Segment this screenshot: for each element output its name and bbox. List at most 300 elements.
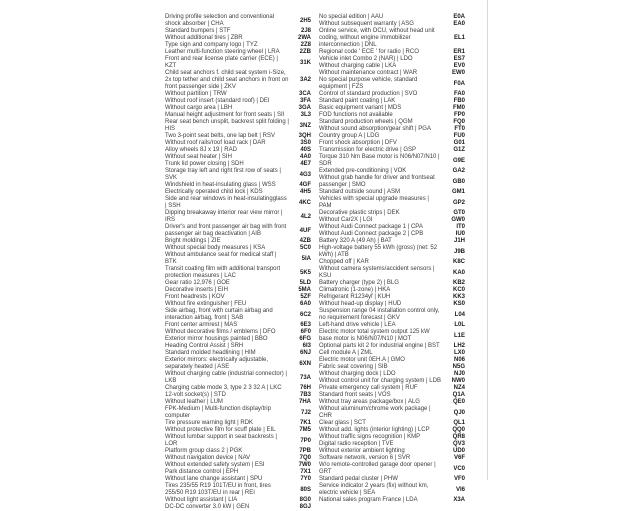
option-pr-code: ER1	[453, 49, 465, 55]
option-pr-code: ES7	[453, 56, 465, 62]
option-row	[319, 301, 465, 308]
option-row	[165, 476, 311, 483]
option-pr-code: FT0	[454, 126, 465, 132]
option-row	[319, 476, 465, 483]
option-row	[165, 280, 311, 287]
option-row	[165, 266, 311, 280]
option-description: Climatronic (1-zone) | HKA	[319, 287, 391, 293]
option-pr-code: 4KC	[298, 199, 311, 206]
option-row	[319, 238, 465, 245]
option-description: Charging cable mode 3, type 2 3 32 A | LKC	[165, 385, 282, 391]
option-row	[165, 385, 311, 392]
option-row	[319, 105, 465, 112]
option-description: Without camera systems/accident sensors | KSU	[319, 266, 435, 279]
option-row	[319, 21, 465, 28]
option-description: Without lumbar support in seat backrests | LOR	[165, 434, 277, 447]
option-pr-code: 40S	[300, 147, 311, 153]
option-row	[319, 217, 465, 224]
option-row	[165, 497, 311, 504]
option-description: FOD functions not available	[319, 112, 393, 118]
option-description: Battery charger (type 2) | BLG	[319, 280, 399, 286]
option-row	[319, 63, 465, 70]
option-description: Standard paint coating | LAK	[319, 98, 396, 104]
option-description: 12-volt socket(s) | STD	[165, 392, 226, 398]
option-description: Trunk lid power closing | SDH	[165, 161, 244, 167]
option-pr-code: EW0	[451, 70, 465, 76]
option-pr-code: 76H	[299, 385, 311, 391]
option-pr-code: GW0	[451, 217, 465, 223]
option-row	[165, 343, 311, 350]
option-description: Software network, version 6 | SVR	[319, 455, 411, 461]
option-pr-code: 6F0	[300, 329, 311, 335]
option-row	[319, 399, 465, 406]
option-description: Standard production wheels | QGM	[319, 119, 413, 125]
option-description: National sales program France | LDA	[319, 497, 418, 503]
option-description: Service indicator 2 years (fix) without km, electric vehicle | SEA	[319, 483, 429, 496]
option-description: W/o remote-controlled garage door opener | GRT	[319, 462, 436, 475]
option-description: Without lane change assistant | SPU	[165, 476, 263, 482]
option-pr-code: 3L3	[300, 112, 311, 118]
option-pr-code: 4A0	[299, 154, 311, 160]
option-row	[319, 427, 465, 434]
option-description: Chopped off | KAR	[319, 259, 369, 265]
option-description: Without exterior ambient lighting	[319, 448, 405, 454]
option-description: Without Car2X | LGI	[319, 217, 373, 223]
option-description: Leather multi-function steering wheel | LRA	[165, 49, 280, 55]
option-row	[319, 371, 465, 378]
option-description: Without control unit for charging system | LDB	[319, 378, 441, 384]
option-row	[319, 119, 465, 126]
option-description: Exterior mirrors: electrically adjustable, separately heated | ASE	[165, 357, 269, 370]
option-row	[165, 252, 311, 266]
option-pr-code: QJ0	[453, 409, 465, 416]
option-row	[319, 434, 465, 441]
option-row	[165, 294, 311, 301]
option-pr-code: 3FA	[299, 98, 311, 104]
option-row	[319, 224, 465, 231]
option-pr-code: 8GJ	[299, 504, 311, 510]
option-row	[165, 357, 311, 371]
option-pr-code: 31K	[299, 59, 311, 66]
option-pr-code: J1H	[453, 238, 465, 244]
option-row	[165, 399, 311, 406]
option-row	[165, 196, 311, 210]
option-row	[165, 350, 311, 357]
option-pr-code: IU0	[455, 231, 465, 237]
option-row	[165, 112, 311, 119]
option-row	[319, 343, 465, 350]
column-divider-line	[487, 0, 488, 480]
option-pr-code: Q1A	[452, 392, 465, 398]
option-description: Without fire extinguisher | FEU	[165, 301, 247, 307]
option-description: Fabric seat covering | SIB	[319, 364, 388, 370]
option-pr-code: KK3	[452, 294, 465, 300]
option-pr-code: 5IA	[301, 255, 311, 262]
option-description: Vehicles with special upgrade measures | PAM	[319, 196, 429, 209]
option-pr-code: GB0	[452, 178, 465, 185]
option-pr-code: 7K1	[299, 420, 311, 426]
option-description: Without decorative films / emblems | DFO	[165, 329, 276, 335]
option-description: Exterior mirror housings painted | BBO	[165, 336, 268, 342]
option-pr-code: 4L2	[300, 213, 311, 220]
option-pr-code: FA0	[453, 91, 465, 97]
option-row	[319, 294, 465, 301]
option-description: Without light assistant | LIA	[165, 497, 238, 503]
option-row	[165, 140, 311, 147]
option-description: Dipping breakaway interior rear view mirror | IRS	[165, 210, 283, 223]
option-description: Electric motor unit 0EH.A | GMO	[319, 357, 405, 363]
option-row	[319, 196, 465, 210]
option-row	[165, 42, 311, 49]
option-row	[319, 392, 465, 399]
option-row	[165, 287, 311, 294]
option-pr-code: VF0	[453, 476, 465, 482]
option-description: Cell module A | ZML	[319, 350, 373, 356]
option-row	[319, 308, 465, 322]
option-description: Without roof rails/roof load rack | DAR	[165, 140, 266, 146]
option-pr-code: G9E	[452, 157, 465, 164]
option-description: Battery 320 A (49 Ah) | BAT	[319, 238, 392, 244]
option-pr-code: 2WA	[297, 35, 311, 41]
option-pr-code: 3GA	[298, 105, 311, 111]
option-pr-code: 5LD	[299, 280, 311, 286]
option-description: Without roof insert (standard roof) | DEI	[165, 98, 270, 104]
option-row	[319, 483, 465, 497]
option-row	[165, 161, 311, 168]
options-column-left	[165, 14, 311, 511]
option-description: Child seat anchors f. child seat system i-Size, 2x top tether and child seat anchors in front on front passenger side | ZKV	[165, 70, 289, 90]
option-pr-code: 3QH	[298, 133, 311, 139]
option-description: Without charging dock | LDO	[319, 371, 396, 377]
option-pr-code: K8C	[452, 259, 465, 265]
option-description: Without ambulance seat for medical staff | BTK	[165, 252, 277, 265]
option-pr-code: 5K5	[299, 269, 311, 276]
option-row	[165, 147, 311, 154]
option-pr-code: EA0	[453, 21, 465, 27]
option-description: Standard molded headlining | HIM	[165, 350, 256, 356]
option-description: Suspension range 04 installation control only, no requirement forecast | GKV	[319, 308, 440, 321]
option-description: Digital radio reception | TVE	[319, 441, 394, 447]
option-pr-code: FP0	[453, 112, 465, 118]
option-description: Rear seat bench unsplit, backrest split folding | HIS	[165, 119, 289, 132]
option-pr-code: L0L	[454, 322, 465, 328]
option-pr-code: NZ4	[453, 385, 465, 391]
option-description: Without grab handle for driver and frontseat passenger | SMO	[319, 175, 435, 188]
option-row	[319, 378, 465, 385]
option-row	[319, 154, 465, 168]
option-pr-code: NW0	[451, 378, 465, 384]
option-pr-code: V6F	[453, 455, 465, 461]
option-description: Without charging cable | LKA	[319, 63, 397, 69]
option-row	[319, 210, 465, 217]
option-pr-code: VC0	[453, 465, 465, 472]
option-description: Without maintenance contract | WAR	[319, 70, 418, 76]
option-description: Two 3-point seat belts, one lap belt | RSV	[165, 133, 275, 139]
option-description: Alloy wheels 8J x 19 | RAD	[165, 147, 237, 153]
option-row	[165, 448, 311, 455]
option-description: Without Audi Connect package 1 | CPA	[319, 224, 423, 230]
option-pr-code: EL1	[453, 35, 465, 41]
option-pr-code: 3CA	[298, 91, 311, 97]
option-row	[165, 28, 311, 35]
option-pr-code: 5C0	[299, 245, 311, 251]
option-pr-code: 6A0	[299, 301, 311, 307]
option-description: Front headrests | KOV	[165, 294, 225, 300]
option-row	[319, 70, 465, 77]
option-description: Without charging cable (industrial connector) | LKB	[165, 371, 287, 384]
option-row	[319, 49, 465, 56]
option-pr-code: UD0	[452, 448, 465, 454]
option-row	[165, 133, 311, 140]
option-row	[165, 14, 311, 28]
option-row	[319, 266, 465, 280]
option-row	[319, 91, 465, 98]
option-row	[165, 238, 311, 245]
option-description: Online service, with OCU, without head unit coding, without engine immobilizer interconnection | DNL	[319, 28, 435, 48]
option-description: Regional code ' ECE ' for radio | RCO	[319, 49, 419, 55]
option-description: Country group A | LDG	[319, 133, 380, 139]
option-row	[319, 280, 465, 287]
option-pr-code: 7W0	[298, 462, 311, 468]
option-pr-code: E0A	[453, 14, 465, 20]
option-description: Bright moldings | ZIE	[165, 238, 221, 244]
option-row	[319, 287, 465, 294]
option-pr-code: J9B	[453, 248, 465, 255]
option-row	[165, 420, 311, 427]
option-pr-code: 2ZB	[299, 49, 311, 55]
option-description: Without head-up display | HUD	[319, 301, 402, 307]
option-pr-code: QE0	[452, 399, 465, 405]
option-description: Basic equipment variant | MDS	[319, 105, 402, 111]
option-pr-code: QL1	[453, 420, 465, 426]
option-description: Driving profile selection and conventional shock absorber | CHA	[165, 14, 275, 27]
option-row	[319, 350, 465, 357]
option-description: Heading Control Assist | SRH	[165, 343, 244, 349]
option-description: DC-DC converter 3.0 kW | GEN	[165, 504, 250, 510]
option-row	[319, 98, 465, 105]
option-pr-code: 7Y0	[300, 476, 311, 482]
option-pr-code: G01	[453, 140, 465, 146]
option-pr-code: 6I3	[302, 343, 311, 349]
option-pr-code: 3NZ	[299, 122, 311, 129]
option-pr-code: L04	[454, 311, 465, 318]
option-description: Without add. lights (interior lighting) | LCP	[319, 427, 430, 433]
option-row	[319, 441, 465, 448]
option-row	[319, 497, 465, 504]
option-description: Electric motor total system output 125 kW base motor is N06/N07/N10 | MOT	[319, 329, 430, 342]
option-pr-code: NJ0	[453, 371, 465, 377]
option-row	[319, 126, 465, 133]
option-description: Windshield in heat-insulating glass | WSS	[165, 182, 276, 188]
option-pr-code: 2H5	[299, 17, 311, 24]
option-description: Without leather | LUM	[165, 399, 223, 405]
option-description: Standard front seats | VOS	[319, 392, 391, 398]
option-pr-code: 6C2	[299, 311, 311, 318]
option-pr-code: L1E	[453, 332, 465, 339]
option-row	[165, 336, 311, 343]
option-row	[165, 189, 311, 196]
option-row	[319, 245, 465, 259]
option-description: Without traffic signs recognition | KMP	[319, 434, 421, 440]
option-row	[165, 371, 311, 385]
option-description: Without protective film for scuff plate | EIL	[165, 427, 276, 433]
option-pr-code: 3A2	[299, 77, 311, 83]
option-pr-code: 4H5	[299, 189, 311, 195]
option-pr-code: X3A	[453, 497, 465, 503]
option-row	[319, 28, 465, 49]
option-row	[319, 329, 465, 343]
option-description: Front center armrest | MAS	[165, 322, 238, 328]
option-row	[319, 147, 465, 154]
option-pr-code: 6E3	[300, 322, 311, 328]
option-pr-code: 80S	[300, 486, 311, 493]
option-row	[165, 154, 311, 161]
option-pr-code: 4ZB	[299, 238, 311, 244]
option-pr-code: 7HA	[298, 399, 311, 405]
option-description: FPK-Medium | Multi-function display/trip computer	[165, 406, 271, 419]
option-pr-code: LH2	[453, 343, 465, 349]
option-pr-code: GM1	[451, 189, 465, 195]
option-row	[165, 462, 311, 469]
option-row	[165, 210, 311, 224]
option-description: Front and rear license plate carrier (ECE) | KZT	[165, 56, 278, 69]
option-pr-code: 2Z8	[300, 42, 311, 48]
option-row	[165, 483, 311, 497]
option-row	[165, 301, 311, 308]
option-row	[165, 392, 311, 399]
option-description: Extended pre-conditioning | VOK	[319, 168, 407, 174]
option-description: Tire pressure warning light | RDK	[165, 420, 254, 426]
option-row	[319, 448, 465, 455]
option-description: Side and rear windows in heat-insulatingglass | SSH	[165, 196, 287, 209]
option-pr-code: 4E7	[300, 161, 311, 167]
option-pr-code: LX0	[453, 350, 465, 356]
option-row	[319, 357, 465, 364]
option-pr-code: FB0	[453, 98, 465, 104]
option-description: Tires 235/55 R19 101T/EU in front, tires 255/50 R19 103T/EU in rear | REI	[165, 483, 271, 496]
option-pr-code: 4GF	[299, 182, 311, 188]
option-row	[165, 329, 311, 336]
option-pr-code: VI6	[455, 486, 465, 493]
option-row	[319, 77, 465, 91]
option-pr-code: 5MA	[298, 287, 311, 293]
option-description: Without sound absorption/gear shift | PGA	[319, 126, 431, 132]
option-pr-code: 7P0	[300, 437, 311, 444]
option-pr-code: QR8	[452, 434, 465, 440]
option-description: Manual height adjustment for front seats | SII	[165, 112, 285, 118]
option-row	[319, 322, 465, 329]
option-row	[165, 406, 311, 420]
option-row	[165, 322, 311, 329]
option-pr-code: FQ0	[453, 119, 465, 125]
option-description: Standard outside sound | ASM	[319, 189, 400, 195]
option-description: Control of standard production | SVO	[319, 91, 418, 97]
option-row	[165, 245, 311, 252]
option-description: Type sign and company logo | TYZ	[165, 42, 258, 48]
option-pr-code: 3S0	[300, 140, 311, 146]
option-row	[165, 455, 311, 462]
option-row	[165, 49, 311, 56]
options-column-right	[319, 14, 465, 504]
option-row	[319, 385, 465, 392]
option-row	[319, 406, 465, 420]
option-description: Standard pedal cluster | PHW	[319, 476, 398, 482]
option-row	[165, 427, 311, 434]
option-row	[319, 420, 465, 427]
option-pr-code: G1Z	[453, 147, 465, 153]
option-pr-code: 4G3	[299, 171, 311, 178]
option-description: Without subsequent warranty | ASG	[319, 21, 414, 27]
option-pr-code: QV3	[452, 441, 465, 447]
option-description: Optional parts kit 2 for industrial engine | BST	[319, 343, 440, 349]
option-description: Platform group class 2 | PGK	[165, 448, 243, 454]
option-pr-code: GP2	[452, 199, 465, 206]
option-pr-code: 73A	[299, 374, 311, 381]
option-pr-code: GA2	[452, 168, 465, 174]
option-row	[165, 504, 311, 511]
option-row	[319, 168, 465, 175]
option-row	[165, 168, 311, 182]
option-pr-code: N5G	[452, 364, 465, 370]
option-pr-code: 7PB	[299, 448, 311, 454]
option-pr-code: 4UF	[299, 227, 311, 234]
option-pr-code: 7X1	[300, 469, 311, 475]
option-pr-code: 7M5	[299, 427, 311, 433]
option-pr-code: IT0	[456, 224, 465, 230]
option-row	[165, 224, 311, 238]
option-row	[319, 259, 465, 266]
option-pr-code: KA0	[452, 269, 465, 276]
option-row	[165, 434, 311, 448]
option-pr-code: 8G0	[299, 497, 311, 503]
option-pr-code: FM0	[453, 105, 465, 111]
option-description: Storage tray left and right first row of seats | SVK	[165, 168, 281, 181]
option-row	[165, 35, 311, 42]
option-pr-code: FU0	[453, 133, 465, 139]
option-description: Clear glass | SCT	[319, 420, 366, 426]
option-description: Front shock absorption | DFV	[319, 140, 397, 146]
option-row	[319, 189, 465, 196]
option-row	[165, 308, 311, 322]
option-description: Decorative plastic strips | DEK	[319, 210, 400, 216]
option-description: Vehicle inlet Combo 2 (NAR) | LDO	[319, 56, 413, 62]
option-description: Without tray areas package/box | ALG	[319, 399, 420, 405]
option-pr-code: 2J8	[300, 28, 311, 34]
option-row	[319, 231, 465, 238]
option-description: High-voltage battery 55 kWh (gross) (net: 52 kWh) | ATB	[319, 245, 438, 258]
option-description: Electrically operated child lock | KDS	[165, 189, 263, 195]
option-pr-code: 5ZF	[300, 294, 311, 300]
option-pr-code: KC0	[452, 287, 465, 293]
option-row	[319, 364, 465, 371]
option-pr-code: 6NJ	[299, 350, 311, 356]
option-description: Torque 310 Nm Base motor is N06/N07/N10 | SDR	[319, 154, 440, 167]
option-description: Gear ratio 12,976 | GOE	[165, 280, 230, 286]
option-row	[319, 140, 465, 147]
option-pr-code: GT0	[453, 210, 465, 216]
option-description: Without seat heater | SIH	[165, 154, 232, 160]
option-row	[165, 105, 311, 112]
option-description: Transmission for electric drive | GSP	[319, 147, 417, 153]
option-description: Without special body measures | KSA	[165, 245, 266, 251]
option-description: Transit coating film with additional transport protection measures | LAC	[165, 266, 281, 279]
option-row	[319, 133, 465, 140]
option-description: Without navigation device | NAV	[165, 455, 251, 461]
option-pr-code: 7J2	[300, 409, 311, 416]
option-pr-code: KS0	[453, 301, 465, 307]
option-row	[165, 91, 311, 98]
option-pr-code: EV0	[453, 63, 465, 69]
